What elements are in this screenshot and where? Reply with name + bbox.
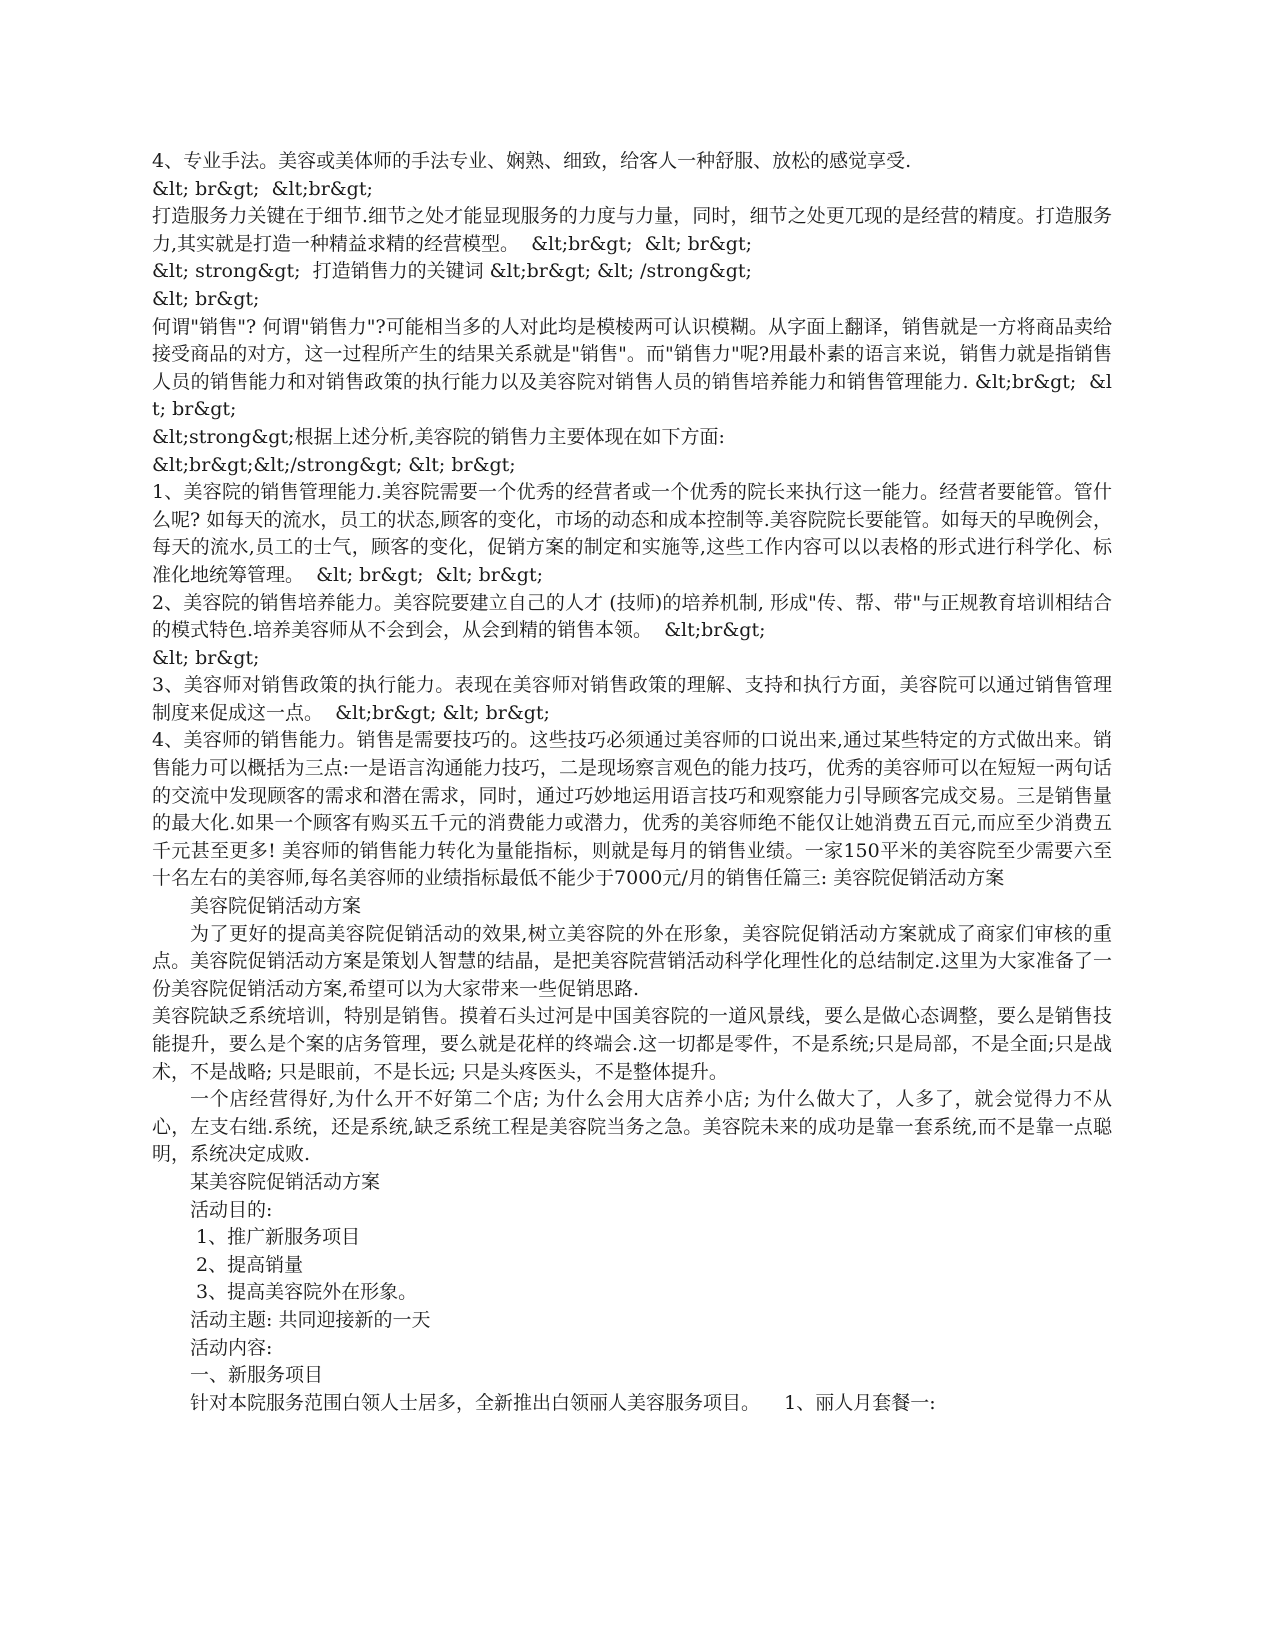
paragraph: 针对本院服务范围白领人士居多，全新推出白领丽人美容服务项目。 1、丽人月套餐一: (190, 1391, 936, 1414)
paragraph: 活动内容: (190, 1336, 273, 1359)
paragraph: 1、推广新服务项目 (190, 1226, 361, 1249)
paragraph: 4、专业手法。美容或美体师的手法专业、娴熟、细致，给客人一种舒服、放松的感觉享受. (152, 150, 912, 172)
paragraph: 3、美容师对销售政策的执行能力。表现在美容师对销售政策的理解、支持和执行方面，美容院可以通过销售管理制度来促成这一点。 &lt;br&gt; &lt; br&gt; (152, 674, 1112, 724)
paragraph: 活动目的: (190, 1198, 273, 1221)
paragraph: 4、美容师的销售能力。销售是需要技巧的。这些技巧必须通过美容师的口说出来,通过某些特定的方式做出来。销售能力可以概括为三点:一是语言沟通能力技巧，二是现场察言观色的能力技巧，优秀的美容师可以在短短一两句话的交流中发现顾客的需求和潜在需求，同时，通过巧妙地运用语言技巧和观察能力引导顾客完成交易。三是销售量的最大化.如果一个顾客有购买五千元的消费能力或潜力，优秀的美容师绝不能仅让她消费五百元,而应至少消费五千元甚至更多! 美容师的销售能力转化为量能指标，则就是每月的销售业绩。一家150平米的美容院至少需要六至十名左右的美容师,每名美容师的业绩指标最低不能少于7000元/月的销售任篇三: 美容院促销活动方案 (152, 729, 1112, 890)
paragraph: 美容院缺乏系统培训，特别是销售。摸着石头过河是中国美容院的一道风景线，要么是做心态调整，要么是销售技能提升，要么是个案的店务管理，要么就是花样的终端会.这一切都是零件，不是系统;只是局部，不是全面;只是战术，不是战略; 只是眼前，不是长远; 只是头疼医头，不是整体提升。 (152, 1005, 1112, 1083)
paragraph: 打造服务力关键在于细节.细节之处才能显现服务的力度与力量，同时，细节之处更兀现的是经营的精度。打造服务力,其实就是打造一种精益求精的经营模型。 &lt;br&gt; &lt; br&gt; (152, 205, 1112, 255)
paragraph: &lt; br&gt; &lt;br&gt; (152, 177, 373, 200)
paragraph: 某美容院促销活动方案 (190, 1170, 381, 1193)
paragraph: 一、新服务项目 (190, 1364, 324, 1387)
paragraph: 活动主题: 共同迎接新的一天 (190, 1308, 431, 1331)
paragraph: 美容院促销活动方案 (190, 895, 362, 918)
document-page (152, 148, 1112, 1417)
paragraph: &lt; br&gt; (152, 646, 260, 669)
paragraph: 为了更好的提高美容院促销活动的效果,树立美容院的外在形象，美容院促销活动方案就成了商家们审核的重点。美容院促销活动方案是策划人智慧的结晶，是把美容院营销活动科学化理性化的总结制定.这里为大家准备了一份美容院促销活动方案,希望可以为大家带来一些促销思路. (152, 922, 1112, 1000)
paragraph: 2、提高销量 (190, 1253, 304, 1276)
paragraph: 一个店经营得好,为什么开不好第二个店; 为什么会用大店养小店; 为什么做大了，人多了，就会觉得力不从心，左支右绌.系统，还是系统,缺乏系统工程是美容院当务之急。美容院未来的成功是靠一套系统,而不是靠一点聪明，系统决定成败. (152, 1088, 1112, 1166)
paragraph: 2、美容院的销售培养能力。美容院要建立自己的人才 (技师)的培养机制, 形成"传、帮、带"与正规教育培训相结合的模式特色.培养美容师从不会到会，从会到精的销售本领。 &lt;br&gt; (152, 591, 1112, 642)
paragraph: 何谓"销售"? 何谓"销售力"?可能相当多的人对此均是模棱两可认识模糊。从字面上翻译，销售就是一方将商品卖给接受商品的对方，这一过程所产生的结果关系就是"销售"。而"销售力"呢?用最朴素的语言来说，销售力就是指销售人员的销售能力和对销售政策的执行能力以及美容院对销售人员的销售培养能力和销售管理能力. &lt;br&gt; &lt; br&gt; (152, 315, 1112, 421)
paragraph: 3、提高美容院外在形象。 (190, 1281, 418, 1304)
paragraph: 1、美容院的销售管理能力.美容院需要一个优秀的经营者或一个优秀的院长来执行这一能力。经营者要能管。管什么呢? 如每天的流水，员工的状态,顾客的变化，市场的动态和成本控制等.美容院院长要能管。如每天的早晚例会，每天的流水,员工的士气，顾客的变化，促销方案的制定和实施等,这些工作内容可以以表格的形式进行科学化、标准化地统筹管理。 &lt; br&gt; &lt; br&gt; (152, 481, 1112, 586)
paragraph: &lt; strong&gt; 打造销售力的关键词 &lt;br&gt; &lt; /strong&gt; (152, 260, 752, 283)
paragraph: &lt; br&gt; (152, 287, 260, 310)
paragraph: &lt;br&gt;&lt;/strong&gt; &lt; br&gt; (152, 453, 516, 476)
paragraph: &lt;strong&gt;根据上述分析,美容院的销售力主要体现在如下方面: (152, 425, 725, 448)
